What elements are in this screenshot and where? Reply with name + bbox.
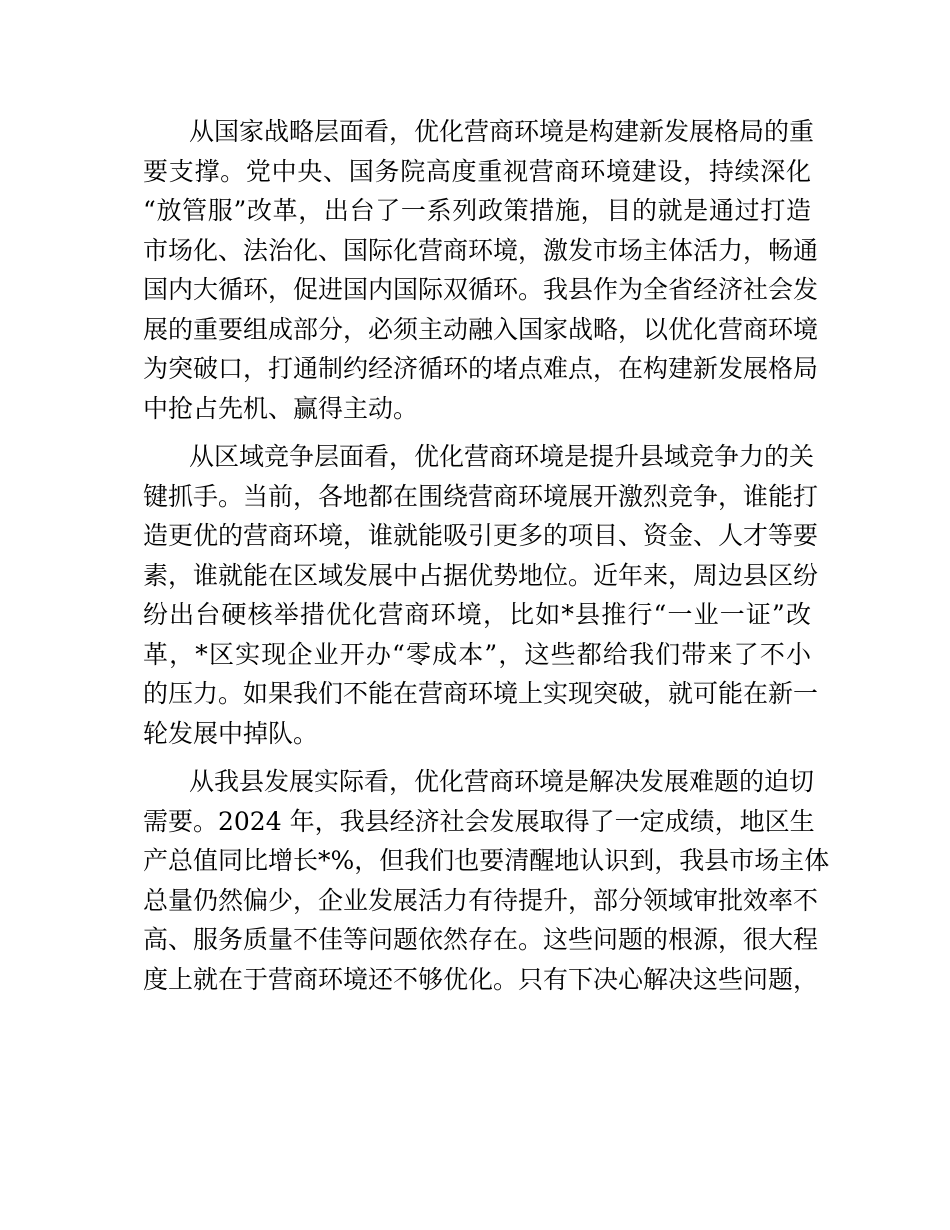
- text-line: 从区域竞争层面看，优化营商环境是提升县域竞争力的关: [189, 442, 815, 471]
- text-line: 键抓手。当前，各地都在围绕营商环境展开激烈竞争，谁能打: [143, 481, 819, 511]
- text-line: 轮发展中掉队。: [143, 718, 319, 748]
- text-line: 纷出台硬核举措优化营商环境，比如*县推行“一业一证”改: [143, 600, 811, 629]
- paragraph-county-development: [143, 762, 830, 999]
- text-line: “放管服”改革，出台了一系列政策措施，目的就是通过打造: [143, 196, 811, 225]
- document-body: [143, 112, 830, 1008]
- text-line: 素，谁就能在区域发展中占据优势地位。近年来，周边县区纷: [143, 560, 819, 590]
- text-line: 造更优的营商环境，谁就能吸引更多的项目、资金、人才等要: [143, 521, 819, 550]
- text-line: 中抢占先机、赢得主动。: [143, 393, 419, 423]
- text-line: 总量仍然偏少，企业发展活力有待提升，部分领域审批效率不: [143, 885, 819, 915]
- text-line: 需要。2024 年，我县经济社会发展取得了一定成绩，地区生: [143, 806, 815, 836]
- text-line: 高、服务质量不佳等问题依然存在。这些问题的根源，很大程: [143, 925, 819, 954]
- text-line: 为突破口，打通制约经济循环的堵点难点，在构建新发展格局: [143, 354, 819, 383]
- text-line: 的压力。如果我们不能在营商环境上实现突破，就可能在新一: [143, 679, 819, 708]
- paragraph-national-strategy: [143, 112, 819, 428]
- text-line: 从我县发展实际看，优化营商环境是解决发展难题的迫切: [189, 767, 815, 796]
- paragraph-regional-competition: [143, 437, 819, 753]
- text-line: 要支撑。党中央、国务院高度重视营商环境建设，持续深化: [143, 156, 811, 186]
- text-line: 度上就在于营商环境还不够优化。只有下决心解决这些问题，: [143, 964, 819, 994]
- text-line: 从国家战略层面看，优化营商环境是构建新发展格局的重: [189, 117, 815, 146]
- text-line: 革，*区实现企业开办“零成本”，这些都给我们带来了不小: [143, 639, 811, 669]
- text-line: 产总值同比增长*%，但我们也要清醒地认识到，我县市场主体: [143, 846, 830, 875]
- text-line: 市场化、法治化、国际化营商环境，激发市场主体活力，畅通: [143, 235, 819, 265]
- text-line: 展的重要组成部分，必须主动融入国家战略，以优化营商环境: [143, 314, 819, 344]
- text-line: 国内大循环，促进国内国际双循环。我县作为全省经济社会发: [143, 275, 819, 304]
